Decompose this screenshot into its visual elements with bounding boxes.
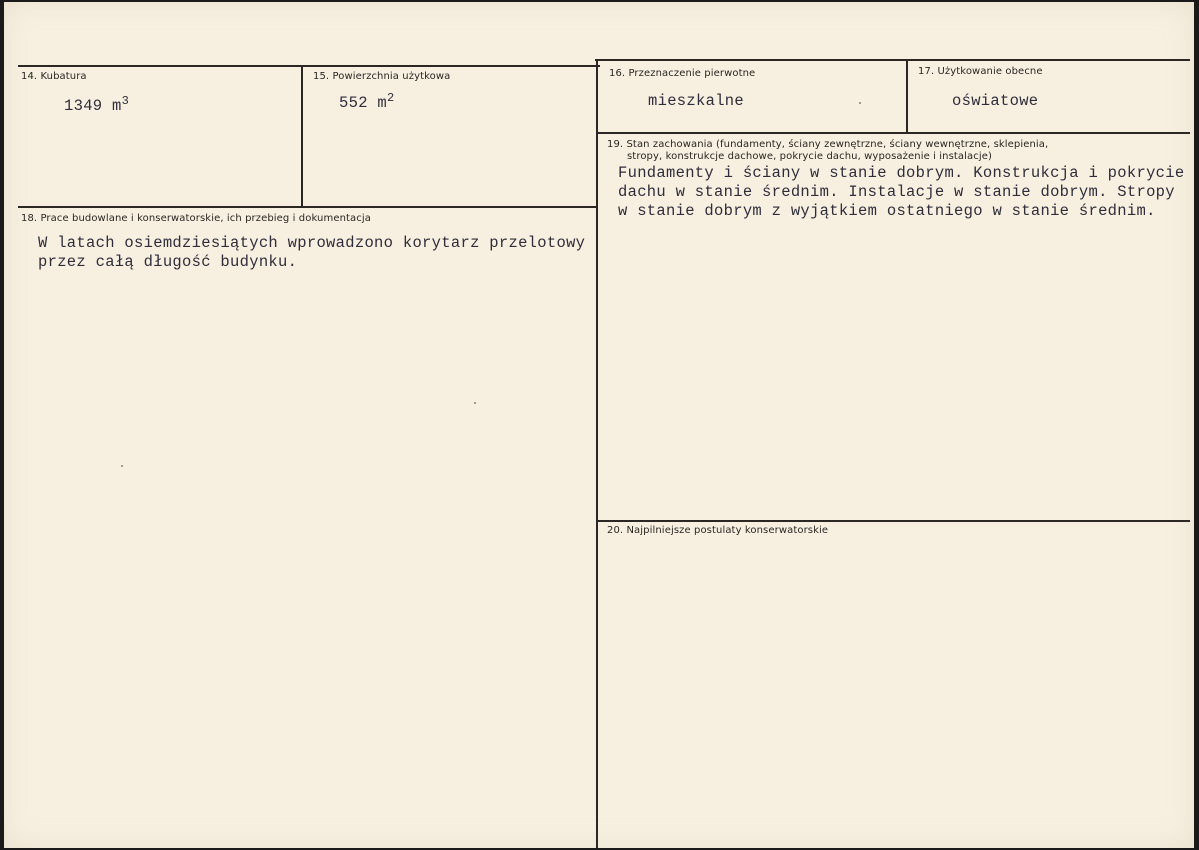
field-18-label: 18. Prace budowlane i konserwatorskie, ich przebieg i dokumentacja bbox=[21, 213, 371, 224]
divider-center bbox=[596, 60, 598, 848]
field-19-line: Fundamenty i ściany w stanie dobrym. Konstrukcja i pokrycie bbox=[618, 164, 1185, 182]
field-19-line: dachu w stanie średnim. Instalacje w stanie dobrym. Stropy bbox=[618, 183, 1175, 201]
field-19-line: w stanie dobrym z wyjątkiem ostatniego w stanie średnim. bbox=[618, 202, 1156, 220]
inventory-card bbox=[4, 2, 1194, 848]
field-18-line: W latach osiemdziesiątych wprowadzono korytarz przelotowy bbox=[38, 234, 586, 252]
field-16-label: 16. Przeznaczenie pierwotne bbox=[609, 68, 756, 79]
field-15-number: 552 m bbox=[339, 94, 388, 112]
field-15-value bbox=[339, 91, 395, 112]
field-18-line: przez całą długość budynku. bbox=[38, 253, 298, 271]
field-16-value: mieszkalne bbox=[648, 92, 745, 110]
field-14-number: 1349 m bbox=[64, 97, 122, 115]
field-14-label: 14. Kubatura bbox=[21, 71, 87, 82]
row-divider-18 bbox=[18, 206, 597, 208]
paper-speck bbox=[859, 102, 861, 104]
field-17-label: 17. Użytkowanie obecne bbox=[918, 66, 1043, 77]
top-border-left bbox=[18, 65, 600, 67]
paper-speck bbox=[474, 402, 476, 404]
field-14-value bbox=[64, 94, 130, 115]
field-19-label-line: 19. Stan zachowania (fundamenty, ściany zewnętrzne, ściany wewnętrzne, sklepienia, bbox=[607, 139, 1049, 150]
field-19-text bbox=[618, 164, 1185, 221]
field-18-text bbox=[38, 234, 585, 272]
field-19-label-line: stropy, konstrukcje dachowe, pokrycie dachu, wyposażenie i instalacje) bbox=[627, 151, 992, 162]
top-border-right bbox=[595, 59, 1190, 61]
field-14-exponent: 3 bbox=[121, 94, 130, 108]
field-15-label: 15. Powierzchnia użytkowa bbox=[313, 71, 451, 82]
divider-14-15 bbox=[301, 66, 303, 208]
row-divider-20 bbox=[597, 520, 1190, 522]
field-19-label bbox=[607, 139, 1048, 163]
field-20-label: 20. Najpilniejsze postulaty konserwatorskie bbox=[607, 525, 829, 536]
paper-speck bbox=[121, 465, 123, 467]
divider-16-17 bbox=[906, 60, 908, 134]
row-divider-17 bbox=[597, 132, 1190, 134]
field-17-value: oświatowe bbox=[952, 92, 1039, 110]
field-15-exponent: 2 bbox=[387, 91, 395, 105]
